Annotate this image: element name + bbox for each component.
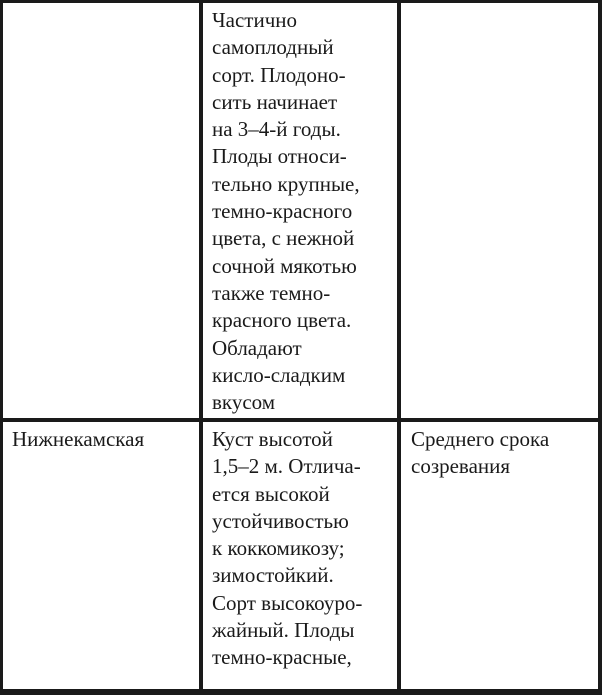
text-line: жайный. Плоды — [212, 618, 355, 643]
column-divider-2 — [397, 0, 401, 695]
text-line: сочной мякотью — [212, 253, 357, 278]
row1-description-cell — [212, 7, 360, 416]
text-line: кисло-сладким — [212, 362, 346, 387]
text-line: Куст высотой — [212, 427, 333, 451]
text-line: красного цвета. — [212, 308, 352, 333]
row2-ripening-cell — [411, 426, 549, 481]
text-line: Сорт высокоуро- — [212, 590, 363, 615]
text-line: 1,5–2 м. Отлича- — [212, 454, 361, 479]
row-divider — [0, 418, 602, 422]
text-line: зимостойкий. — [212, 563, 334, 588]
text-line: самоплодный — [212, 35, 334, 60]
text-line: вкусом — [212, 390, 276, 415]
text-line: сить начинает — [212, 89, 338, 114]
row2-variety-cell: Нижнекамская — [12, 427, 145, 451]
text-line: ется высокой — [212, 481, 330, 506]
text-line: тельно крупные, — [212, 171, 360, 196]
text-line: также темно- — [212, 280, 331, 305]
text-line: устойчивостью — [212, 508, 349, 533]
table-border-bottom — [0, 689, 602, 695]
text-line: Обладают — [212, 335, 302, 360]
text-line: созревания — [411, 454, 511, 479]
table-border-right — [598, 0, 602, 695]
text-line: сорт. Плодоно- — [212, 62, 346, 87]
table-border-left — [0, 0, 3, 695]
table-border-top — [0, 0, 602, 3]
text-line: Частично — [212, 8, 298, 32]
text-line: Среднего срока — [411, 427, 550, 451]
text-line: на 3–4-й годы. — [212, 117, 341, 142]
text-line: к коккомикозу; — [212, 536, 345, 561]
text-line: темно-красного — [212, 199, 353, 224]
text-line: темно-красные, — [212, 645, 352, 670]
text-line: цвета, с нежной — [212, 226, 355, 251]
row2-description-cell — [212, 426, 362, 672]
text-line: Плоды относи- — [212, 144, 347, 169]
column-divider-1 — [199, 0, 203, 695]
